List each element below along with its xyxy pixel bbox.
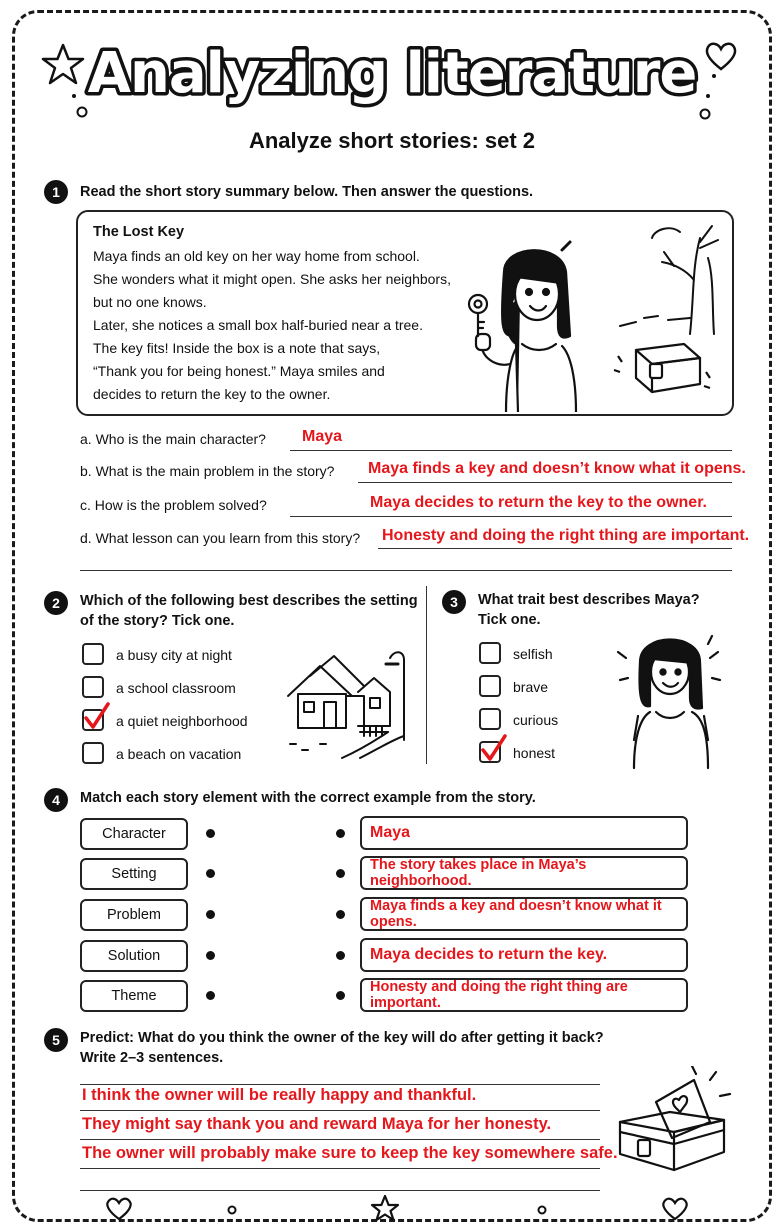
decor-dot	[226, 1204, 238, 1216]
checkbox-classroom[interactable]	[82, 676, 104, 698]
match-dot[interactable]	[336, 869, 345, 878]
element-box-theme[interactable]: Theme	[80, 980, 188, 1012]
story-line: The key fits! Inside the box is a note that says,	[93, 340, 381, 356]
answer-c: Maya decides to return the key to the owner.	[370, 494, 707, 511]
question-number-3: 3	[442, 590, 466, 614]
page-title	[0, 22, 784, 117]
writing-line	[80, 1084, 600, 1085]
q3-prompt: What trait best describes Maya?	[478, 592, 700, 608]
element-box-problem[interactable]: Problem	[80, 899, 188, 931]
answer-line	[290, 450, 732, 451]
answer-line	[290, 516, 732, 517]
star-icon	[370, 1194, 400, 1222]
question-number-2: 2	[44, 591, 68, 615]
q2-prompt: Which of the following best describes the setting	[80, 593, 418, 609]
prediction-sentence: They might say thank you and reward Maya for her honesty.	[82, 1115, 552, 1133]
writing-line	[80, 1168, 600, 1169]
option-label: brave	[513, 679, 549, 695]
decor-dot	[536, 1204, 548, 1216]
option-label: a quiet neighborhood	[116, 713, 248, 729]
story-line: decides to return the key to the owner.	[93, 386, 331, 402]
checkbox-beach[interactable]	[82, 742, 104, 764]
option-label: a busy city at night	[116, 647, 232, 663]
question-b-label: b. What is the main problem in the story?	[80, 463, 335, 479]
girl-with-key-illustration	[462, 236, 592, 412]
box-with-note-illustration	[612, 1066, 732, 1178]
question-d-label: d. What lesson can you learn from this story?	[80, 530, 361, 546]
story-line: but no one knows.	[93, 294, 207, 310]
example-box-character[interactable]	[360, 816, 688, 850]
checkbox-curious[interactable]	[479, 708, 501, 730]
example-box-theme[interactable]	[360, 978, 688, 1012]
option-label: selfish	[513, 646, 553, 662]
answer-a: Maya	[302, 428, 343, 445]
match-dot[interactable]	[206, 910, 215, 919]
writing-line	[80, 1110, 600, 1111]
example-box-problem[interactable]	[360, 897, 688, 931]
prediction-sentence: The owner will probably make sure to keep the key somewhere safe.	[82, 1144, 618, 1162]
check-mark-icon	[477, 732, 509, 764]
q5-prompt: Predict: What do you think the owner of the key will do after getting it back?	[80, 1030, 604, 1046]
answer-line	[358, 482, 732, 483]
element-box-setting[interactable]: Setting	[80, 858, 188, 890]
example-text: Maya decides to return the key.	[370, 946, 608, 963]
example-box-setting[interactable]	[360, 856, 688, 890]
checkbox-selfish[interactable]	[479, 642, 501, 664]
story-line: She wonders what it might open. She asks her neighbors,	[93, 271, 451, 287]
checkbox-brave[interactable]	[479, 675, 501, 697]
check-mark-icon	[80, 700, 112, 732]
q1-instruction: Read the short story summary below. Then answer the questions.	[80, 184, 534, 200]
match-dot[interactable]	[206, 991, 215, 1000]
answer-d: Honesty and doing the right thing are important.	[382, 527, 750, 544]
writing-line	[80, 1139, 600, 1140]
match-dot[interactable]	[206, 829, 215, 838]
treasure-box-illustration	[606, 326, 716, 402]
option-label: curious	[513, 712, 559, 728]
tree-illustration	[614, 218, 724, 338]
option-label: a beach on vacation	[116, 746, 242, 762]
house-illustration	[280, 640, 420, 760]
question-number-1: 1	[44, 180, 68, 204]
question-number-4: 4	[44, 788, 68, 812]
story-line: Maya finds an old key on her way home from school.	[93, 248, 420, 264]
q5-prompt: Write 2–3 sentences.	[80, 1050, 224, 1066]
q4-instruction: Match each story element with the correct example from the story.	[80, 790, 536, 806]
prediction-sentence: I think the owner will be really happy and thankful.	[82, 1086, 477, 1104]
page-subtitle: Analyze short stories: set 2	[248, 128, 536, 153]
answer-line	[378, 548, 732, 549]
element-box-character[interactable]: Character	[80, 818, 188, 850]
checkbox-city[interactable]	[82, 643, 104, 665]
heart-icon	[660, 1196, 690, 1222]
girl-smiling-illustration	[612, 628, 728, 770]
answer-line	[80, 570, 732, 571]
option-label: a school classroom	[116, 680, 236, 696]
match-dot[interactable]	[336, 910, 345, 919]
example-text: The story takes place in Maya’s neighborhood.	[370, 857, 587, 889]
q3-prompt: Tick one.	[478, 612, 541, 628]
question-number-5: 5	[44, 1028, 68, 1052]
heart-icon	[104, 1196, 134, 1222]
element-box-solution[interactable]: Solution	[80, 940, 188, 972]
question-c-label: c. How is the problem solved?	[80, 497, 267, 513]
example-text: Maya finds a key and doesn’t know what it opens.	[370, 898, 662, 930]
match-dot[interactable]	[336, 951, 345, 960]
svg-text:Analyzing literature: Analyzing literature	[87, 41, 697, 106]
story-title: The Lost Key	[93, 224, 185, 240]
example-text: Honesty and doing the right thing are important.	[370, 979, 628, 1011]
q2-prompt: of the story? Tick one.	[80, 613, 235, 629]
option-label: honest	[513, 745, 556, 761]
column-divider	[426, 586, 427, 764]
match-dot[interactable]	[336, 829, 345, 838]
answer-b: Maya finds a key and doesn’t know what it opens.	[368, 460, 746, 477]
title-bubble-text	[0, 22, 784, 112]
match-dot[interactable]	[336, 991, 345, 1000]
example-text: Maya	[370, 824, 411, 841]
story-line: Later, she notices a small box half-buried near a tree.	[93, 317, 423, 333]
question-a-label: a. Who is the main character?	[80, 431, 266, 447]
match-dot[interactable]	[206, 869, 215, 878]
example-box-solution[interactable]	[360, 938, 688, 972]
match-dot[interactable]	[206, 951, 215, 960]
writing-line	[80, 1190, 600, 1191]
story-line: “Thank you for being honest.” Maya smiles and	[93, 363, 385, 379]
